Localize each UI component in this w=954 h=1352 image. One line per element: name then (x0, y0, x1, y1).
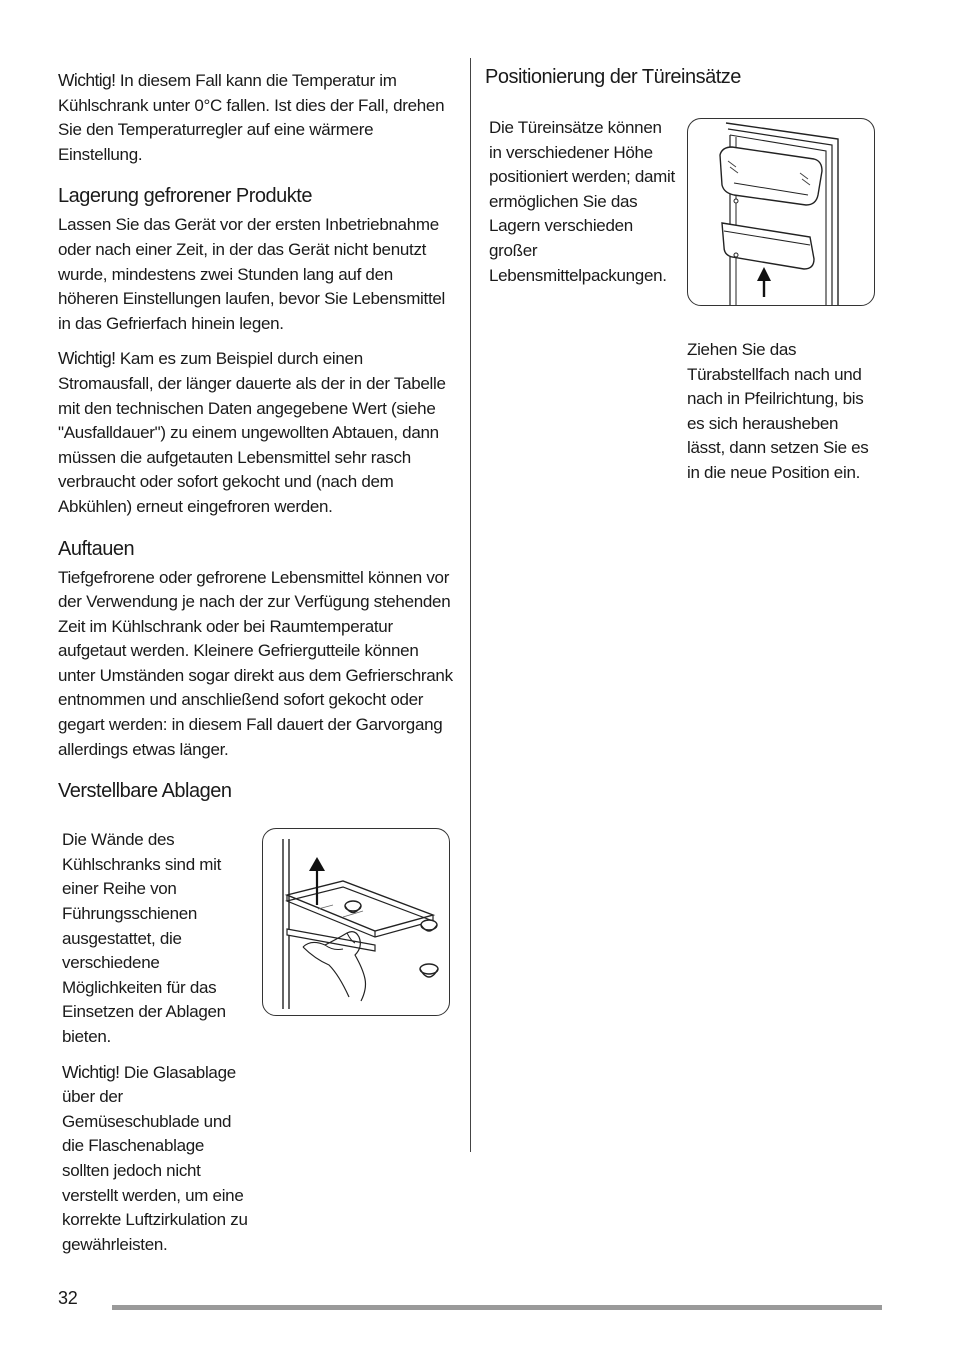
heading-defrosting: Auftauen (58, 537, 135, 560)
heading-door-inserts: Positionierung der Türeinsätze (485, 66, 741, 88)
shelves-section (58, 808, 454, 1254)
heading-adjustable-shelves: Verstellbare Ablagen (58, 780, 232, 803)
door-caption: Ziehen Sie das Türabstellfach nach und nach in Pfeilrichtung, bis es sich herausheben lässt, dann setzen Sie es in die neue Position ein. (687, 340, 869, 482)
paragraph-defrosting: Tiefgefrorene oder gefrorene Lebensmittel können vor der Verwendung je nach der zur Verfügung stehenden Zeit im Kühlschrank oder bei Raumtemperatur aufgetaut werden. Kleinere Gefriergutteile können unter Umständen sogar direkt aus dem Gefrierschrank entnommen und anschließend sofort gekocht oder gegart werden: in diesem Fall dauert der Garvorgang allerdings etwas länger. (58, 567, 453, 759)
door-insert-drawing (688, 119, 874, 305)
door-section (485, 94, 880, 494)
page-number: 32 (58, 1288, 78, 1308)
shelves-text (62, 828, 248, 1267)
paragraph-frozen-storage: Lassen Sie das Gerät vor der ersten Inbetriebnahme oder nach einer Zeit, in der das Gerät nicht benutzt wurde, mindestens zwei Stunden lang auf den höheren Einstellungen laufen, bevor Sie Lebensmittel in das Gefrierfach hinein legen. (58, 215, 446, 333)
important-label: Wichtig! (62, 1061, 120, 1082)
shelf-removal-drawing (263, 829, 449, 1015)
shelf-illustration (262, 828, 450, 1016)
paragraph-important-power-failure (58, 346, 454, 519)
door-text (489, 116, 675, 298)
footer-rule (112, 1305, 882, 1310)
important-label: Wichtig! (58, 348, 116, 369)
door-illustration (687, 118, 875, 306)
door-caption-block (687, 338, 879, 486)
important-label: Wichtig! (58, 70, 116, 90)
heading-frozen-storage: Lagerung gefrorener Produkte (58, 185, 312, 208)
paragraph-important-temperature (58, 68, 454, 167)
right-column (485, 64, 880, 494)
paragraph-door-inserts: Die Türeinsätze können in verschiedener Höhe positioniert werden; damit ermöglichen Sie das Lagern verschieden großer Lebensmittelpackungen. (489, 118, 675, 285)
left-column (58, 68, 454, 1254)
paragraph-text: Kam es zum Beispiel durch einen Stromausfall, der länger dauerte als der in der Tabelle mit den technischen Daten angegebene Wert (siehe "Ausfalldauer") zu einem ungewollten Abtauen, dann müssen die aufgetauten Lebensmittel sehr rasch verbraucht oder sofort gekocht und (nach dem Abkühlen) erneut eingefroren werden. (58, 349, 446, 516)
column-divider (470, 58, 471, 1152)
paragraph-text: In diesem Fall kann die Temperatur im Kühlschrank unter 0°C fallen. Ist dies der Fall, drehen Sie den Temperaturregler auf eine wärmere Einstellung. (58, 71, 445, 164)
paragraph-text: Die Glasablage über der Gemüseschublade und die Flaschenablage sollten jedoch nicht verstellt werden, um eine korrekte Luftzirkulation zu gewährleisten. (62, 1062, 248, 1254)
paragraph-important-shelves (62, 1060, 248, 1258)
paragraph-shelves: Die Wände des Kühlschranks sind mit einer Reihe von Führungsschienen ausgestattet, die verschiedene Möglichkeiten für das Einsetzen der Ablagen bieten. (62, 830, 226, 1046)
